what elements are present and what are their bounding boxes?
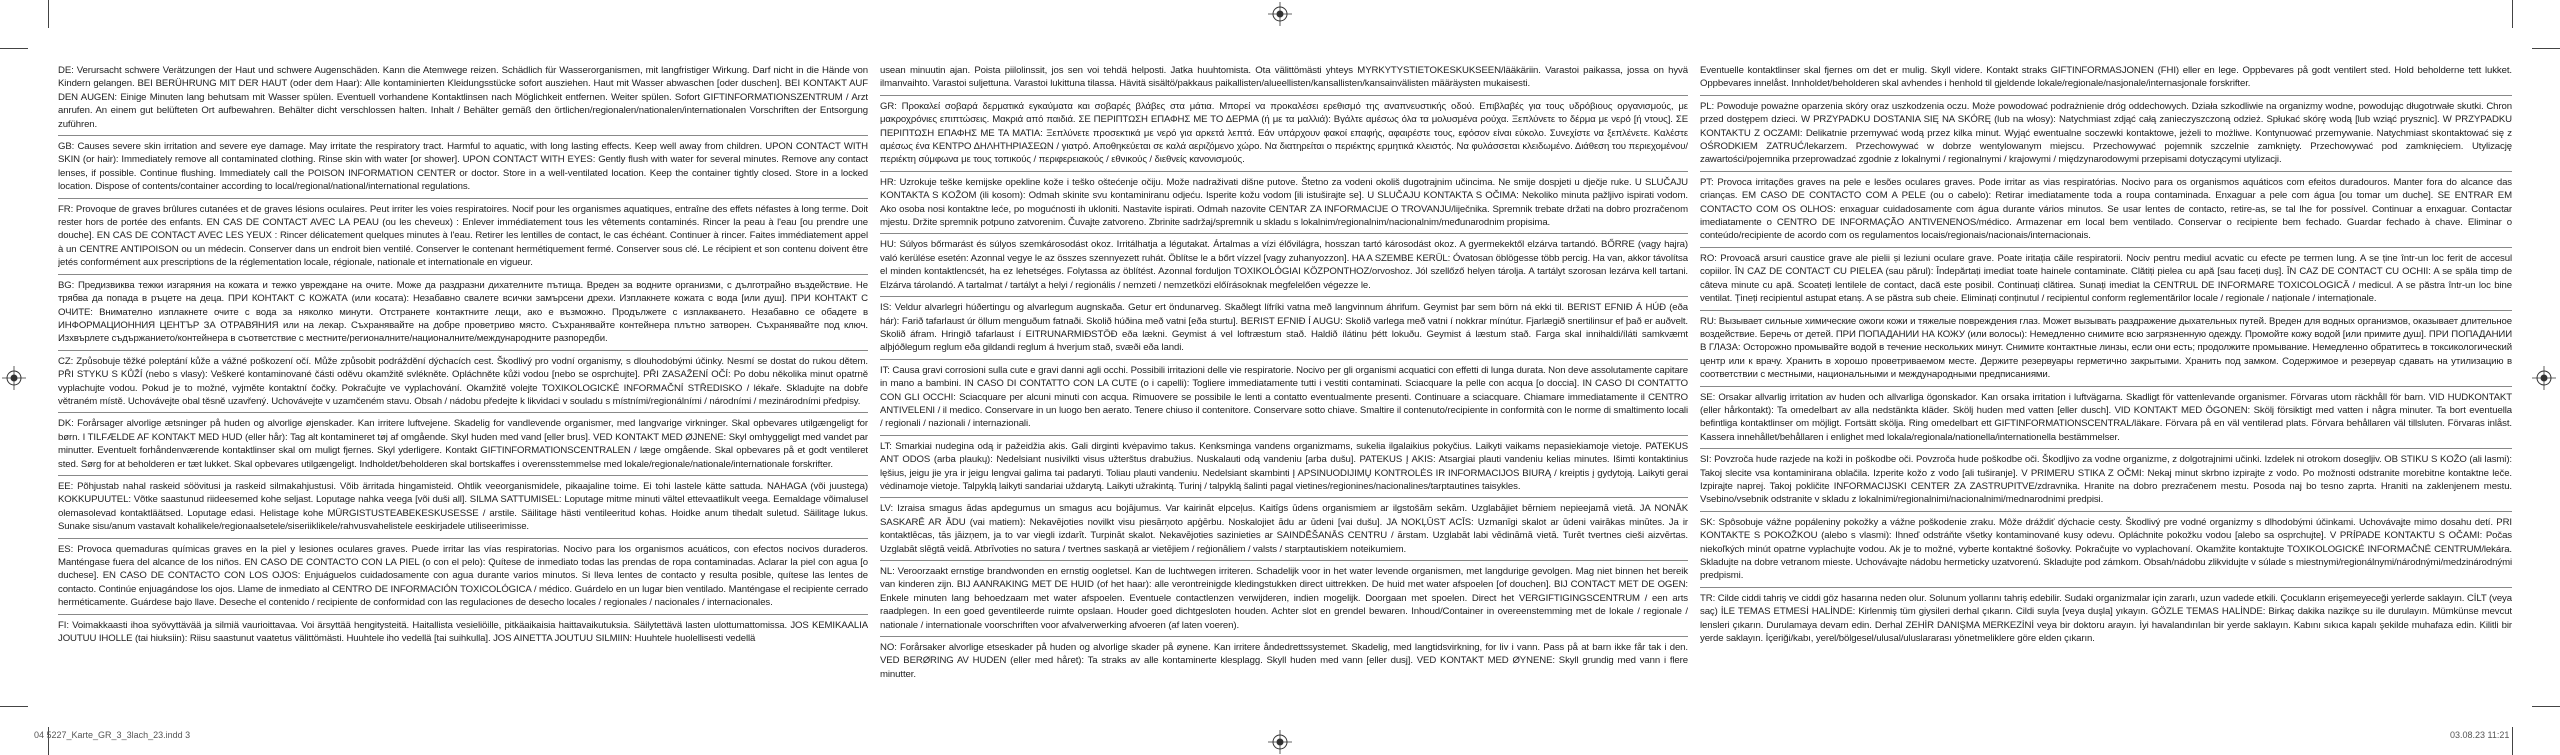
- safety-paragraph-no: NO: Forårsaker alvorlige etseskader på huden og alvorlige skader på øynene. Kan irritere åndedrettssystemet. Skadelig, med langtidsvirkning, for liv i vann. Pass på at barn ikke får tak i den. VED BERØRING AV HUDEN (eller med håret): Ta straks av alle kontaminerte klesplagg. Skyll huden med vann [eller dusj]. VED KONTAKT MED ØYNENE: Skyll grundig med vann i flere minutter.: [880, 642, 1688, 680]
- registration-mark-top-icon: [1268, 2, 1292, 26]
- safety-paragraph-lt: LT: Smarkiai nudegina odą ir pažeidžia akis. Gali dirginti kvėpavimo takus. Kenksminga vandens organizmams, sukelia ilgalaikius pokyčius. Laikyti vaikams nepasiekiamoje vietoje. PATEKUS ANT ODOS (arba plaukų): Nedelsiant nusivilkti visus užterštus drabužius. Nuskalauti odą vandeniu [arba dušu]. PATEKUS Į AKIS: Atsargiai plauti vandeniu kelias minutes. Išimti kontaktinius lęšius, jeigu jie yra ir jeigu lengvai galima tai padaryti. Toliau plauti vandeniu. Nedelsiant skambinti Į APSINUODIJIMŲ KONTROLĖS IR INFORMACIJOS BIURĄ / kreiptis į gydytoją. Laikyti gerai vėdinamoje vietoje. Talpyklą laikyti sandariai uždarytą. Laikyti užrakintą. Turinį / talpyklą šalinti pagal vietines/regionines/nacionalines/tarptautines taisykles.: [880, 440, 1688, 492]
- safety-paragraph-bg: BG: Предизвиква тежки изгаряния на кожата и тежко увреждане на очите. Може да раздразни дихателните пътища. Вреден за водните организми, с дълготрайно въздействие. Не трябва да попада в ръцете на деца. ПРИ КОНТАКТ С КОЖАТА (или косата): Незабавно свалете всички замърсени дрехи. Изплакнете кожата с вода [или душ]. ПРИ КОНТАКТ С ОЧИТЕ: Внимателно изплакнете очите с вода за няколко минути. Отстранете контактните лещи, ако е възможно. Продължете с изплакването. Незабавно се обадете в ИНФОРМАЦИОННИЯ ЦЕНТЪР ЗА ОТРАВЯНИЯ или на лекар. Съхранявайте на добре проветриво място. Съхранявайте контейнера плътно затворен. Съхранявайте под ключ. Изхвърлете съдържанието/контейнера в съответствие с местните/регионалните/националните/международните разпоредби.: [58, 279, 868, 345]
- safety-paragraph-lv: LV: Izraisa smagus ādas apdegumus un smagus acu bojājumus. Var kairināt elpceļus. Kaitīgs ūdens organismiem ar ilgstošām sekām. Uzglabājiet bērniem nepieejamā vietā. JA NONĀK SASKARĒ AR ĀDU (vai matiem): Nekavējoties novilkt visu piesārņoto apģērbu. Noskalojiet ādu ar ūdeni [vai dušu]. JA NOKĻŪST ACĪS: Uzmanīgi skalot ar ūdeni vairākas minūtes. Ja ir kontaktlēcas, tās jāizņem, ja to var viegli izdarīt. Turpināt skalot. Nekavējoties sazinieties ar SAINDĒŠANĀS CENTRU / ārstam. Uzglabāt labi vēdināmā vietā. Turēt tvertnes cieši aizvērtas. Uzglabāt slēgtā veidā. Atbrīvoties no satura / tvertnes saskaņā ar vietējiem / reģionāliem / valsts / starptautiskiem noteikumiem.: [880, 503, 1688, 555]
- divider: [58, 274, 868, 275]
- divider: [58, 198, 868, 199]
- safety-paragraph-fi-cont: usean minuutin ajan. Poista piilolinssit, jos sen voi tehdä helposti. Jatka huuhtomista. Ota välittömästi yhteys MYRKYTYSTIETOKESKUKSEEN/lääkäriin. Varastoi paikassa, jossa on hyvä ilmanvaihto. Varastoi suljettuna. Varastoi lukittuna tilassa. Hävitä sisältö/pakkaus paikallisten/alueellisten/kansallisten/kansainvälisten määräysten mukaisesti.: [880, 65, 1688, 90]
- divider: [1700, 386, 2512, 387]
- safety-paragraph-pl: PL: Powoduje poważne oparzenia skóry oraz uszkodzenia oczu. Może powodować podrażnienie dróg oddechowych. Działa szkodliwie na organizmy wodne, powodując długotrwałe skutki. Chron przed dostępem dzieci. W PRZYPADKU DOSTANIA SIĘ NA SKÓRĘ (lub na włosy): Natychmiast zdjąć całą zanieczyszczoną odzież. Spłukać skórę wodą [lub wziąć prysznic]. W PRZYPADKU KONTAKTU Z OCZAMI: Delikatnie przemywać wodą przez kilka minut. Wyjąć ewentualne soczewki kontaktowe, jeżeli to możliwe. Kontynuować przemywanie. Natychmiast skontaktować się z OŚRODKIEM ZATRUĆ/lekarzem. Przechowywać w dobrze wentylowanym miejscu. Przechowywać pojemnik szczelnie zamknięty. Przechowywać pod zamknięciem. Utylizację zawartości/pojemnika przeprowadzać zgodnie z lokalnymi / regionalnymi / krajowymi / międzynarodowymi przepisami dotyczącymi utylizacji.: [1700, 100, 2512, 166]
- safety-paragraph-pt: PT: Provoca irritações graves na pele e lesões oculares graves. Pode irritar as vias respiratórias. Nocivo para os organismos aquáticos com efeitos duradouros. Manter fora do alcance das crianças. EM CASO DE CONTACTO COM A PELE (ou o cabelo): Retirar imediatamente toda a roupa contaminada. Enxaguar a pele com água [ou tomar um duche]. SE ENTRAR EM CONTACTO COM OS OLHOS: enxaguar cuidadosamente com água durante vários minutos. Se usar lentes de contacto, retire-as, se tal lhe for possível. Continuar a enxaguar. Contactar imediatamente o CENTRO DE INFORMAÇÃO ANTIVENENOS/médico. Armazenar em local bem ventilado. Conservar o recipiente bem fechado. Guardar fechado à chave. Eliminar o conteúdo/recipiente de acordo com os regulamentos locais/regionais/nacionais/internacionais.: [1700, 176, 2512, 242]
- divider: [58, 412, 868, 413]
- safety-paragraph-dk: DK: Forårsager alvorlige ætsninger på huden og alvorlige øjenskader. Kan irritere luftvejene. Skadelig for vandlevende organismer, med langvarige virkninger. Skal opbevares utilgængeligt for børn. I TILFÆLDE AF KONTAKT MED HUD (eller hår): Tag alt kontamineret tøj af omgående. Skyl huden med vand [eller brus]. VED KONTAKT MED ØJNENE: Skyl omhyggeligt med vandet par minutter. Eventuelt forhåndenværende kontaktlinser skal om muligt fjernes. Skyl yderligere. Kontakt GIFTINFORMATIONSCENTRALEN / læge omgående. Skal opbevares på et godt ventileret sted. Sørg for at beholderen er tæt lukket. Skal opbevares utilgængeligt. Indholdet/beholderen skal bortskaffes i overensstemmelse med lokale/regionale/nationale/internationale forskrifter.: [58, 418, 868, 470]
- text-column-1: [58, 64, 868, 726]
- divider: [1700, 310, 2512, 311]
- crop-mark: [2512, 727, 2513, 755]
- safety-paragraph-it: IT: Causa gravi corrosioni sulla cute e gravi danni agli occhi. Possibili irritazioni delle vie respiratorie. Nocivo per gli organismi acquatici con effetti di lunga durata. Non deve assolutamente capitare in mano a bambini. IN CASO DI CONTATTO CON LA CUTE (o i capelli): Togliere immediatamente tutti i vestiti contaminati. Sciacquare la pelle con acqua [o doccia]. IN CASO DI CONTATTO CON GLI OCCHI: Sciacquare per alcuni minuti con acqua. Rimuovere se possibile le lenti a contatto eventualmente presenti. Continuare a sciacquare. Chiamare immediatamente il CENTRO ANTIVELENI / il medico. Conservare in un luogo ben aerato. Tenere chiuso il contenitore. Conservare sotto chiave. Smaltire il contenuto/recipiente in conformità con le norme di smaltimento locali / regionali / nazionali / internazionali.: [880, 364, 1688, 430]
- divider: [880, 233, 1688, 234]
- divider: [880, 435, 1688, 436]
- safety-paragraph-fr: FR: Provoque de graves brûlures cutanées et de graves lésions oculaires. Peut irriter les voies respiratoires. Nocif pour les organismes aquatiques, entraîne des effets néfastes à long terme. Doit rester hors de portée des enfants. EN CAS DE CONTACT AVEC LA PEAU (ou les cheveux) : Enlever immédiatement tous les vêtements contaminés. Rincer la peau à l'eau [ou prendre une douche]. EN CAS DE CONTACT AVEC LES YEUX : Rincer délicatement quelques minutes à l'eau. Retirer les lentilles de contact, le cas échéant. Continuer à rincer. Faites immédiatement appel à un CENTRE ANTIPOISON ou un médecin. Conserver dans un endroit bien ventilé. Conserver le contenant hermétiquement fermé. Conserver sous clé. Le récipient et son contenu doivent être jetés conformément aux prescriptions de la réglementation locale, régionale, nationale et internationale en vigueur.: [58, 203, 868, 269]
- divider: [880, 560, 1688, 561]
- safety-paragraph-fi: FI: Voimakkaasti ihoa syövyttävää ja silmiä vaurioittavaa. Voi ärsyttää hengitysteitä. Haitallista vesieliöille, pitkäaikaisia haittavaikutuksia. Säilytettävä lasten ulottumattomissa. JOS KEMIKAALIA JOUTUU IHOLLE (tai hiuksiin): Riisu saastunut vaatetus välittömästi. Huuhtele iho vedellä [tai suihkulla]. JOS AINETTA JOUTUU SILMIIN: Huuhtele huolellisesti vedellä: [58, 619, 868, 645]
- divider: [880, 359, 1688, 360]
- divider: [58, 350, 868, 351]
- safety-paragraph-gb: GB: Causes severe skin irritation and severe eye damage. May irritate the respiratory tract. Harmful to aquatic, with long lasting effects. Keep well away from children. UPON CONTACT WITH SKIN (or hair): Immediately remove all contaminated clothing. Rinse skin with water [or shower]. UPON CONTACT WITH EYES: Gently flush with water for several minutes. Remove any contact lenses, if possible. Continue flushing. Immediately call the POISON INFORMATION CENTER or doctor. Store in a well-ventilated location. Keep the container tightly closed. Store in a locked location. Dispose of contents/container according to local/regional/national/international regulations.: [58, 141, 868, 193]
- safety-paragraph-is: IS: Veldur alvarlegri húðertingu og alvarlegum augnskaða. Getur ert öndunarveg. Skaðlegt lífríki vatna með langvinnum áhrifum. Geymist þar sem börn ná ekki til. BERIST EFNIÐ Á HÚÐ (eða hár): Farið tafarlaust úr öllum menguðum fatnaði. Skolið húðina með vatni [eða sturtu]. BERIST EFNIÐ Í AUGU: Skolið varlega með vatni í nokkrar mínútur. Fjarlægið snertilinsur ef það er auðvelt. Skolið áfram. Hringið tafarlaust í EITRUNARMIÐSTÖÐ eða lækni. Geymist á vel loftræstum stað. Haldið ílátinu þétt lokuðu. Geymist á læstum stað. Farga skal innihaldi/íláti samkvæmt alþjóðlegum reglum eða gildandi reglum á hverjum stað, svæði eða landi.: [880, 302, 1688, 354]
- safety-paragraph-cz: CZ: Způsobuje těžké poleptání kůže a vážné poškození očí. Může způsobit podráždění dýchacích cest. Škodlivý pro vodní organismy, s dlouhodobými účinky. Nesmí se dostat do rukou dětem. PŘI STYKU S KŮŽÍ (nebo s vlasy): Veškeré kontaminované části oděvu okamžitě svlékněte. Opláchněte kůži vodou [nebo se osprchujte]. PŘI ZASAŽENÍ OČÍ: Po dobu několika minut opatrně vyplachujte vodou. Pokud je to možné, vyjměte kontaktní čočky. Pokračujte ve vyplachování. Okamžitě volejte TOXIKOLOGICKÉ INFORMAČNÍ STŘEDISKO / lékaře. Skladujte na dobře větraném místě. Uchovávejte obal těsně uzavřený. Uchovávejte v uzamčeném stavu. Obsah / nádobu předejte k likvidaci v souladu s místními/regionálními / národními / mezinárodními předpisy.: [58, 355, 868, 407]
- registration-mark-left-icon: [2, 366, 26, 390]
- crop-mark: [48, 0, 49, 28]
- crop-mark: [2532, 48, 2560, 49]
- safety-paragraph-ro: RO: Provoacă arsuri caustice grave ale pielii și leziuni oculare grave. Poate iritația căile respiratorii. Nociv pentru mediul acvatic cu efecte pe termen lung. A se ține într-un loc ferit de accesul copiilor. ÎN CAZ DE CONTACT CU PIELEA (sau părul): Îndepărtați imediat toate hainele contaminate. Clătiți pielea cu apă [sau faceți duș]. ÎN CAZ DE CONTACT CU OCHII: A se spăla timp de câteva minute cu apă. Scoateți lentilele de contact, dacă este posibil. Continuați clătirea. Sunați imediat la CENTRUL DE INFORMARE TOXICOLOGICĂ / medicul. A se păstra într-un loc bine ventilat. Țineți recipientul astupat etanș. A se păstra sub cheie. Eliminați conținutul / recipientul conform reglementărilor locale / regionale / naționale / internaționale.: [1700, 252, 2512, 305]
- divider: [1700, 95, 2512, 96]
- registration-mark-bottom-icon: [1268, 730, 1292, 754]
- divider: [880, 296, 1688, 297]
- safety-paragraph-de: DE: Verursacht schwere Verätzungen der Haut und schwere Augenschäden. Kann die Atemwege reizen. Schädlich für Wasserorganismen, mit langfristiger Wirkung. Darf nicht in die Hände von Kindern gelangen. BEI BERÜHRUNG MIT DER HAUT (oder dem Haar): Alle kontaminierten Kleidungsstücke sofort ausziehen. Haut mit Wasser abwaschen [oder duschen]. BEI KONTAKT AUF DEN AUGEN: Einige Minuten lang behutsam mit Wasser spülen. Eventuell vorhandene Kontaktlinsen nach Möglichkeit entfernen. Weiter spülen. Sofort GIFTINFORMATIONSZENTRUM / Arzt anrufen. An einem gut belüfteten Ort aufbewahren. Behälter dicht verschlossen halten. Inhalt / Behälter gemäß den örtlichen/regionalen/nationalen/internationalen Vorschriften der Entsorgung zuführen.: [58, 65, 868, 130]
- divider: [1700, 587, 2512, 588]
- safety-paragraph-gr: GR: Προκαλεί σοβαρά δερματικά εγκαύματα και σοβαρές βλάβες στα μάτια. Μπορεί να προκαλέσει ερεθισμό της αναπνευστικής οδού. Επιβλαβές για τους υδρόβιους οργανισμούς, με μακροχρόνιες επιπτώσεις. Μακριά από παιδιά. ΣΕ ΠΕΡΙΠΤΩΣΗ ΕΠΑΦΗΣ ΜΕ ΤΟ ΔΕΡΜΑ (ή με τα μαλλιά): Βγάλτε αμέσως όλα τα μολυσμένα ρούχα. Ξεπλύνετε το δέρμα με νερό [ή ντους]. ΣΕ ΠΕΡΙΠΤΩΣΗ ΕΠΑΦΗΣ ΜΕ ΤΑ ΜΑΤΙΑ: Ξεπλύνετε προσεκτικά με νερό για αρκετά λεπτά. Εάν υπάρχουν φακοί επαφής, αφαιρέστε τους, εφόσον είναι εύκολο. Συνεχίστε να ξεπλένετε. Καλέστε αμέσως ένα ΚΕΝΤΡΟ ΔΗΛΗΤΗΡΙΑΣΕΩΝ / γιατρό. Αποθηκεύεται σε καλά αεριζόμενο χώρο. Να διατηρείται ο περιέκτης ερμητικά κλειστός. Να φυλάσσεται κλειδωμένο. Διάθεση του περιεχομένου/ περιέκτη σύμφωνα με τους τοπικούς / περιφερειακούς / εθνικούς / διεθνείς κανονισμούς.: [880, 100, 1688, 166]
- crop-mark: [2532, 706, 2560, 707]
- divider: [880, 95, 1688, 96]
- text-column-3: [1700, 64, 2512, 726]
- divider: [1700, 448, 2512, 449]
- safety-paragraph-es: ES: Provoca quemaduras químicas graves en la piel y lesiones oculares graves. Puede irritar las vías respiratorias. Nocivo para los organismos acuáticos, con efectos nocivos duraderos. Manténgase fuera del alcance de los niños. EN CASO DE CONTACTO CON LA PIEL (o con el pelo): Quítese de inmediato todas las prendas de ropa contaminadas. Aclarar la piel con agua [o duchese]. EN CASO DE CONTACTO CON LOS OJOS: Enjuáguelos cuidadosamente con agua durante varios minutos. Si lleva lentes de contacto y resulta posible, quítese las lentes de contacto. Continúe enjuagándose los ojos. Llame de inmediato al CENTRO DE INFORMACIÓN TOXICOLÓGICA / médico. Guárdelo en un lugar bien ventilado. Manténgase el recipiente cerrado herméticamente. Guárdese bajo llave. Deseche el contenido / recipiente de conformidad con las regulaciones de desecho locales / regionales / nacionales / internacionales.: [58, 543, 868, 609]
- safety-paragraph-hr: HR: Uzrokuje teške kemijske opekline kože i teško oštećenje očiju. Može nadraživati dišne putove. Štetno za vodeni okoliš dugotrajnim učincima. Ne smije dospjeti u dječje ruke. U SLUČAJU KONTAKTA S KOŽOM (ili kosom): Odmah skinite svu kontaminiranu odjeću. Isperite kožu vodom [ili istuširajte se]. U SLUČAJU KONTAKTA S OČIMA: Nekoliko minuta pažljivo ispirati vodom. Ako osoba nosi kontaktne leće, po mogućnosti ih ukloniti. Nastavite ispirati. Odmah nazovite CENTAR ZA INFORMACIJE O TROVANJU/liječnika. Spremnik trebate držati na dobro prozračenom mjestu. Držite spremnik potpuno zatvorenim. Čuvajte zatvoreno. Zbrinite sadržaj/spremnik u skladu s lokalnim/regionalnim/nacionalnim/međunarodnim propisima.: [880, 176, 1688, 229]
- safety-paragraph-tr: TR: Cilde ciddi tahriş ve ciddi göz hasarına neden olur. Solunum yollarını tahriş edebilir. Sudaki organizmalar için zararlı, uzun vadede etkili. Çocukların erişemeyeceği yerlerde saklayın. CİLT (veya saç) İLE TEMAS ETMESİ HALİNDE: Kirlenmiş tüm giysileri derhal çıkarın. Cildi suyla [veya duşla] yıkayın. GÖZLE TEMAS HALİNDE: Birkaç dakika nazikçe su ile durulayın. Mümkünse mevcut lensleri çıkarın. Durulamaya devam edin. Derhal ZEHİR DANIŞMA MERKEZİNİ veya bir doktoru arayın. İyi havalandırılan bir yerde saklayın. Kabını sıkıca kapalı şekilde muhafaza edin. Kilitli bir yerde saklayın. İçeriği/kabı, yerel/bölgesel/ulusal/uluslararası yönetmeliklere göre elden çıkarın.: [1700, 592, 2512, 645]
- text-column-2: [880, 64, 1688, 726]
- divider: [1700, 171, 2512, 172]
- divider: [880, 171, 1688, 172]
- safety-paragraph-nl: NL: Veroorzaakt ernstige brandwonden en ernstig oogletsel. Kan de luchtwegen irriteren. Schadelijk voor in het water levende organismen, met langdurige gevolgen. Mag niet binnen het bereik van kinderen zijn. BIJ AANRAKING MET DE HUID (of het haar): alle verontreinigde kledingstukken direct uittrekken. De huid met water afspoelen [of douchen]. BIJ CONTACT MET DE OGEN: Enkele minuten lang behoedzaam met water afspoelen. Eventuele contactlenzen verwijderen, indien mogelijk. Doorgaan met spoelen. Direct het VERGIFTIGINGSCENTRUM / een arts raadplegen. In een goed geventileerde ruimte opslaan. Houder goed dichtgesloten houden. Achter slot en grendel bewaren. Inhoud/Container in overeenstemming met de lokale / regionale / nationale / internationale voorschriften voor afvalverwerking afvoeren (af laten voeren).: [880, 566, 1688, 631]
- divider: [58, 135, 868, 136]
- safety-paragraph-si: SI: Povzroča hude razjede na koži in poškodbe oči. Povzroča hude poškodbe oči. Škodljivo za vodne organizme, z dolgotrajnimi učinki. Izdelek ni otrokom dosegljiv. OB STIKU S KOŽO (ali lasmi): Takoj slecite vsa kontaminirana oblačila. Izperite kožo z vodo [ali tuširanje]. V PRIMERU STIKA Z OČMI: Nekaj minut skrbno izpirajte z vodo. Po možnosti odstranite morebitne kontaktne leče. Izpirajte naprej. Takoj pokličite INFORMACIJSKI CENTER ZA ZASTRUPITVE/zdravnika. Hranite na dobro prezračenem mestu. Posoda naj bo tesno zaprta. Hraniti na zaklenjenem mestu. Vsebino/vsebnik odstranite v skladu z lokalnimi/regionalnimi/nacionalnimi/mednarodnimi predpisi.: [1700, 454, 2512, 506]
- safety-paragraph-ee: EE: Põhjustab nahal raskeid söövitusi ja raskeid silmakahjustusi. Võib ärritada hingamisteid. Ohtlik veeorganismidele, pikaajaline toime. Ei tohi lastele kätte sattuda. NAHAGA (või juustega) KOKKUPUUTEL: Võtke saastunud riideesemed kohe seljast. Loputage nahka veega [või duši all]. SILMA SATTUMISEL: Loputage mitme minuti vältel ettevaatlikult veega. Eemaldage võimalusel olemasolevad kontaktläätsed. Loputage edasi. Helistage kohe MÜRGISTUSTEABEKESKUSESSE / arstile. Säilitage hästi ventileeritud kohas. Hoidke anum tihedalt suletud. Säilitage lukus. Sunake sisu/anum vastavalt kohalikele/regionaalsetele/siseriiklikele/rahvusvahelistele eeskirjadele utiliseerimisse.: [58, 480, 868, 533]
- safety-paragraph-hu: HU: Súlyos bőrmarást és súlyos szemkárosodást okoz. Irritálhatja a légutakat. Ártalmas a vízi élővilágra, hosszan tartó károsodást okoz. A gyermekektől elzárva tartandó. BŐRRE (vagy hajra) való kerülése esetén: Azonnal vegye le az összes szennyezett ruhát. Öblítse le a bőrt vízzel [vagy zuhanyozzon]. HA A SZEMBE KERÜL: Óvatosan öblögesse több percig. Ha van, akkor távolítsa el minden kontaktlencsét, ha ez lehetséges. Folytassa az öblítést. Azonnal forduljon TOXIKOLÓGIAI KÖZPONTHOZ/orvoshoz. Jól szellőző helyen tárolja. A tartályt szorosan lezárva kell tartani. Elzárva tárolandó. A tartalmat / tartályt a helyi / regionális / nemzeti / nemzetközi előírásoknak megfelelően végezze le.: [880, 239, 1688, 291]
- crop-mark: [0, 706, 28, 707]
- print-slug-timestamp: 03.08.23 11:21: [2450, 730, 2510, 740]
- divider: [1700, 247, 2512, 248]
- crop-mark: [0, 48, 28, 49]
- safety-paragraph-no-cont: Eventuelle kontaktlinser skal fjernes om det er mulig. Skyll videre. Kontakt straks GIFTINFORMASJONEN (FHI) eller en lege. Oppbevares på godt ventilert sted. Hold beholderne tett lukket. Oppbevares innelåst. Innholdet/beholderen skal avhendes i henhold til gjeldende lokale/regionale/nasjonale/internasjonale forskrifter.: [1700, 65, 2512, 90]
- divider: [880, 636, 1688, 637]
- divider: [58, 538, 868, 539]
- print-slug-filename: 04 5227_Karte_GR_3_3lach_23.indd 3: [34, 730, 191, 740]
- safety-paragraph-sk: SK: Spôsobuje vážne popáleniny pokožky a vážne poškodenie zraku. Môže dráždiť dýchacie cesty. Škodlivý pre vodné organizmy s dlhodobými účinkami. Uchovávajte mimo dosahu detí. PRI KONTAKTE S POKOŽKOU (alebo s vlasmi): Ihneď odstráňte všetky kontaminované kusy odevu. Opláchnite pokožku vodou [alebo sa osprchujte]. V PRÍPADE KONTAKTU S OČAMI: Počas niekoľkých minút opatrne vyplachujte vodou. Ak je to možné, vyberte kontaktné šošovky. Pokračujte vo vyplachovaní. Okamžite kontaktujte TOXIKOLOGICKÉ INFORMAČNÉ CENTRUM/lekára. Skladujte na dobre vetranom mieste. Uchovávajte nádobu hermeticky uzatvorenú. Skladujte pod zámkom. Obsah/nádobu zlikvidujte v súlade s miestnymi/regionálnymi/národnými/medzinárodnými predpismi.: [1700, 516, 2512, 582]
- divider: [58, 475, 868, 476]
- safety-paragraph-ru: RU: Вызывает сильные химические ожоги кожи и тяжелые повреждения глаз. Может вызывать раздражение дыхательных путей. Вреден для водных организмов, оказывает длительное воздействие. Беречь от детей. ПРИ ПОПАДАНИИ НА КОЖУ (или волосы): Немедленно снимите всю загрязненную одежду. Промойте кожу водой [или примите душ]. ПРИ ПОПАДАНИИ В ГЛАЗА: Осторожно промывайте водой в течение нескольких минут. Снимите контактные линзы, если они есть; продолжите промывание. Немедленно обратитесь в токсикологический центр или к врачу. Хранить в хорошо проветриваемом месте. Держите резервуары герметично закрытыми. Хранить под замком. Содержимое и резервуар сдавать на утилизацию в соответствии с местными, национальными и международными предписаниями.: [1700, 315, 2512, 381]
- divider: [58, 614, 868, 615]
- safety-paragraph-se: SE: Orsakar allvarlig irritation av huden och allvarliga ögonskador. Kan orsaka irritation i luftvägarna. Skadligt för vattenlevande organismer. Förvaras utom räckhåll för barn. VID HUDKONTAKT (eller hårkontakt): Ta omedelbart av alla nedstänkta kläder. Skölj huden med vatten [eller dusch]. VID KONTAKT MED ÖGONEN: Skölj försiktigt med vatten i några minuter. Ta bort eventuella befintliga kontaktlinser om möjligt. Fortsätt skölja. Ring omedelbart ett GIFTINFORMATIONSCENTRAL/läkare. Förvara på en väl ventilerad plats. Förvara behållaren väl tillsluten. Förvaras inlåst. Kassera innehållet/behållaren i enlighet med lokala/regionala/nationella/internationella bestämmelser.: [1700, 391, 2512, 443]
- divider: [880, 497, 1688, 498]
- divider: [1700, 511, 2512, 512]
- registration-mark-right-icon: [2532, 366, 2556, 390]
- crop-mark: [2512, 0, 2513, 28]
